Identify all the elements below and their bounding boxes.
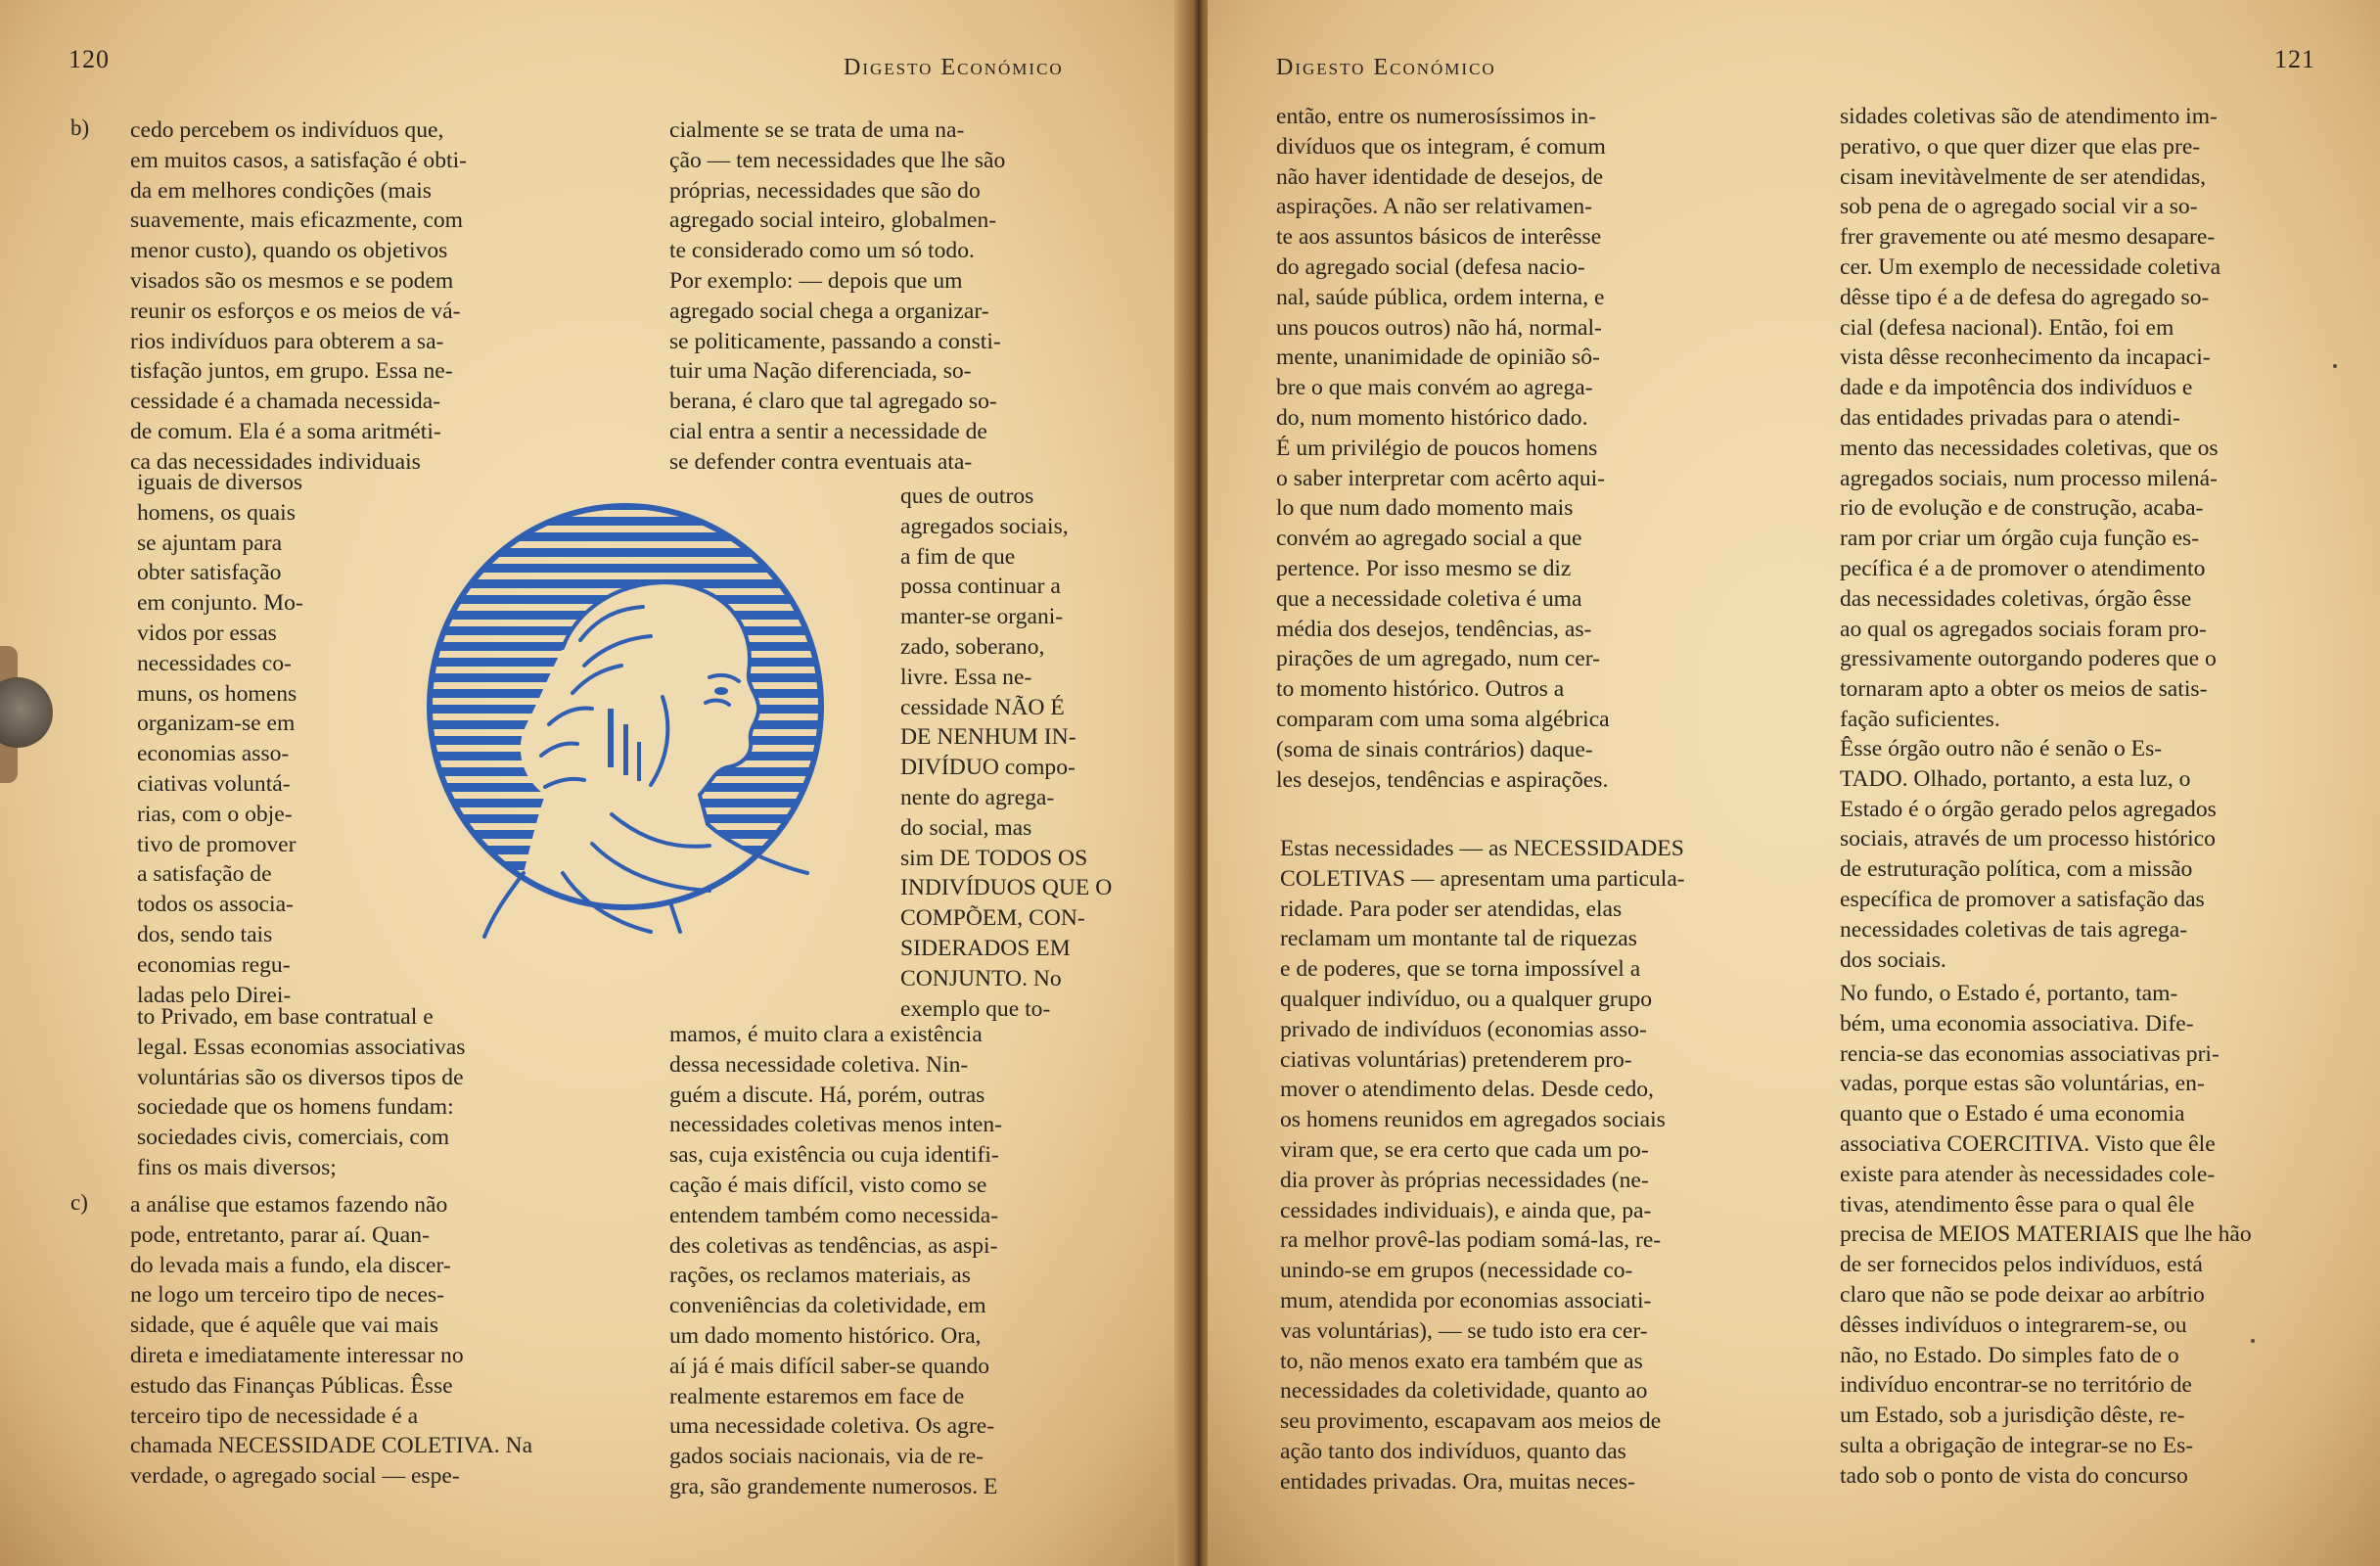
text-line: CONJUNTO. No	[900, 965, 1062, 991]
text-line: agregado social chega a organizar-	[669, 298, 989, 324]
text-line: mente, unanimidade de opinião sô-	[1276, 345, 1600, 371]
text-line: pertence. Por isso mesmo se diz	[1276, 555, 1572, 581]
text-line: ridade. Para poder ser atendidas, elas	[1280, 896, 1623, 922]
right-col2-para-a	[1840, 102, 2220, 735]
text-line: berana, é claro que tal agregado so-	[669, 389, 997, 415]
text-line: vas voluntárias), — se tudo isto era cer-	[1280, 1317, 1648, 1344]
text-line: bém, uma economia associativa. Dife-	[1840, 1010, 2194, 1036]
text-line: pirações de um agregado, num cer-	[1276, 646, 1601, 672]
text-line: Estado é o órgão gerado pelos agregados	[1840, 796, 2217, 822]
text-line: mover o atendimento delas. Desde cedo,	[1280, 1077, 1654, 1103]
text-line: direta e imediatamente interessar no	[130, 1342, 464, 1368]
text-line: necessidades coletivas de tais agrega-	[1840, 916, 2188, 943]
text-line: o saber interpretar com acêrto aqui-	[1276, 465, 1606, 491]
text-line: e de poderes, que se torna impossível a	[1280, 956, 1641, 983]
text-line: claro que não se pode deixar ao arbítrio	[1840, 1281, 2205, 1308]
text-line: visados são os mesmos e se podem	[130, 267, 454, 294]
text-line: vadas, porque estas são voluntárias, en-	[1840, 1071, 2205, 1097]
text-line: sociedade que os homens fundam:	[137, 1094, 454, 1121]
text-line: ção — tem necessidades que lhe são	[669, 147, 1006, 173]
text-line: a análise que estamos fazendo não	[130, 1192, 448, 1218]
text-line: TADO. Olhado, portanto, a esta luz, o	[1840, 765, 2191, 792]
text-line: a fim de que	[900, 543, 1016, 570]
text-line: conveniências da coletividade, em	[669, 1293, 986, 1319]
text-line: DIVÍDUO compo-	[900, 755, 1076, 781]
text-line: de comum. Ela é a soma aritméti-	[130, 418, 441, 444]
text-line: COLETIVAS — apresentam uma particula-	[1280, 865, 1685, 892]
left-col1-top	[130, 115, 467, 478]
text-line: bre o que mais convém ao agrega-	[1276, 375, 1593, 401]
text-line: nente do agrega-	[900, 784, 1055, 810]
text-line: cessidade NÃO É	[900, 694, 1065, 720]
text-line: SIDERADOS EM	[900, 935, 1071, 961]
right-page	[1208, 0, 2380, 1566]
portrait-engraving-icon	[416, 501, 835, 947]
text-line: seu provimento, escapavam aos meios de	[1280, 1408, 1662, 1435]
text-line: economias asso-	[137, 741, 290, 767]
text-line: que a necessidade coletiva é uma	[1276, 585, 1582, 612]
text-line: não haver identidade de desejos, de	[1276, 163, 1604, 190]
text-line: rios indivíduos para obterem a sa-	[130, 328, 444, 354]
text-line: menor custo), quando os objetivos	[130, 238, 448, 264]
text-line: ao qual os agregados sociais foram pro-	[1840, 616, 2207, 642]
text-line: voluntárias são os diversos tipos de	[137, 1064, 464, 1090]
text-line: mum, atendida por economias associati-	[1280, 1287, 1652, 1313]
text-line: lo que num dado momento mais	[1276, 495, 1574, 522]
text-line: próprias, necessidades que são do	[669, 177, 981, 204]
text-line: entidades privadas. Ora, muitas neces-	[1280, 1468, 1635, 1495]
text-line: do levada mais a fundo, ela discer-	[130, 1252, 451, 1278]
text-line: de estruturação política, com a missão	[1840, 856, 2193, 883]
text-line: tivo de promover	[137, 831, 297, 857]
text-line: terceiro tipo de necessidade é a	[130, 1403, 419, 1429]
left-col2-bottom	[669, 1020, 1002, 1502]
text-line: to momento histórico. Outros a	[1276, 676, 1565, 703]
text-line: necessidades da coletividade, quanto ao	[1280, 1378, 1648, 1405]
running-header: Digesto Económico	[1276, 55, 1496, 80]
text-line: cessidade é a chamada necessida-	[130, 389, 441, 415]
text-line: reclamam um montante tal de riquezas	[1280, 926, 1637, 952]
text-line: de ser fornecidos pelos indivíduos, está	[1840, 1252, 2203, 1278]
text-line: livre. Essa ne-	[900, 664, 1032, 690]
text-line: gra, são grandemente numerosos. E	[669, 1473, 998, 1499]
text-line: da em melhores condições (mais	[130, 177, 432, 204]
left-col2-narrow	[900, 482, 1112, 1024]
text-line: realmente estaremos em face de	[669, 1383, 965, 1409]
text-line: ação tanto dos indivíduos, quanto das	[1280, 1438, 1626, 1464]
text-line: dêsse tipo é a de defesa do agregado so-	[1840, 284, 2210, 310]
text-line: No fundo, o Estado é, portanto, tam-	[1840, 981, 2178, 1006]
text-line: convém ao agregado social a que	[1276, 526, 1582, 552]
text-line: les desejos, tendências e aspirações.	[1276, 766, 1609, 793]
text-line: sob pena de o agregado social vir a so-	[1840, 194, 2198, 220]
right-col2-para-c	[1840, 979, 2252, 1492]
text-line: qualquer indivíduo, ou a qualquer grupo	[1280, 986, 1653, 1012]
text-line: sociedades civis, comerciais, com	[137, 1125, 450, 1151]
text-line: uma necessidade coletiva. Os agre-	[669, 1413, 995, 1440]
text-line: É um privilégio de poucos homens	[1276, 435, 1598, 461]
text-line: estudo das Finanças Públicas. Êsse	[130, 1372, 453, 1399]
text-line: fação suficientes.	[1840, 706, 2000, 732]
item-label-b: b)	[70, 115, 90, 140]
text-line: quanto que o Estado é uma economia	[1840, 1101, 2185, 1128]
text-line: pecífica é a de promover o atendimento	[1840, 555, 2206, 581]
text-line: existe para atender às necessidades cole-	[1840, 1161, 2216, 1187]
text-line: não, no Estado. Do simples fato de o	[1840, 1342, 2179, 1368]
right-col1-top	[1276, 102, 1610, 795]
text-line: se ajuntam para	[137, 530, 283, 556]
text-line: comparam com uma soma algébrica	[1276, 706, 1610, 732]
text-line: te aos assuntos básicos de interêsse	[1276, 224, 1602, 251]
right-col1-bottom	[1280, 834, 1685, 1497]
text-line: vista dêsse reconhecimento da incapaci-	[1840, 345, 2211, 371]
text-line: em muitos casos, a satisfação é obti-	[130, 147, 467, 173]
text-line: INDIVÍDUOS QUE O	[900, 875, 1113, 901]
text-line: mento das necessidades coletivas, que os	[1840, 435, 2219, 461]
text-line: perativo, o que quer dizer que elas pre-	[1840, 133, 2201, 160]
text-line: divíduos que os integram, é comum	[1276, 133, 1606, 160]
left-col2-top	[669, 115, 1005, 478]
text-line: do social, mas	[900, 814, 1032, 841]
text-line: cisam inevitàvelmente de ser atendidas,	[1840, 163, 2207, 190]
text-line: agregados sociais,	[900, 513, 1069, 539]
text-line: rias, com o obje-	[137, 801, 293, 827]
text-line: COMPÕEM, CON-	[900, 905, 1085, 932]
text-line: dêsses indivíduos o integrarem-se, ou	[1840, 1312, 2187, 1338]
text-line: agregados sociais, num processo milená-	[1840, 465, 2218, 491]
text-line: unindo-se em grupos (necessidade co-	[1280, 1258, 1633, 1284]
text-line: rencia-se das economias associativas pri-	[1840, 1040, 2220, 1067]
text-line: privado de indivíduos (economias asso-	[1280, 1016, 1647, 1042]
text-line: iguais de diversos	[137, 470, 303, 495]
text-line: necessidades coletivas menos inten-	[669, 1112, 1003, 1138]
text-line: ram por criar um órgão cuja função es-	[1840, 526, 2200, 552]
text-line: um Estado, sob a jurisdição dêste, re-	[1840, 1403, 2185, 1429]
text-line: to Privado, em base contratual e	[137, 1004, 434, 1030]
text-line: ciativas voluntá-	[137, 770, 291, 797]
text-line: homens, os quais	[137, 499, 296, 526]
text-line: a satisfação de	[137, 861, 272, 888]
text-line: cialmente se se trata de uma na-	[669, 117, 965, 143]
text-line: Êsse órgão outro não é senão o Es-	[1840, 736, 2163, 761]
item-label-c: c)	[70, 1190, 88, 1215]
text-line: cial entra a sentir a necessidade de	[669, 418, 987, 444]
text-line: frer gravemente ou até mesmo desapare-	[1840, 224, 2216, 251]
text-line: das entidades privadas para o atendi-	[1840, 404, 2180, 431]
text-line: média dos desejos, tendências, as-	[1276, 616, 1592, 642]
text-line: sim DE TODOS OS	[900, 845, 1088, 871]
speck	[2251, 1339, 2255, 1343]
text-line: entendem também como necessida-	[669, 1202, 999, 1228]
text-line: ciativas voluntárias) pretenderem pro-	[1280, 1046, 1632, 1073]
running-header: Digesto Económico	[844, 55, 1064, 80]
text-line: ra melhor provê-las podiam somá-las, re-	[1280, 1227, 1662, 1254]
text-line: sulta a obrigação de integrar-se no Es-	[1840, 1432, 2194, 1458]
text-line: dos, sendo tais	[137, 921, 273, 947]
text-line: um dado momento histórico. Ora,	[669, 1322, 982, 1349]
text-line: Estas necessidades — as NECESSIDADES	[1280, 836, 1684, 861]
text-line: Por exemplo: — depois que um	[669, 267, 963, 294]
text-line: das necessidades coletivas, órgão êsse	[1840, 585, 2192, 612]
text-line: rações, os reclamos materiais, as	[669, 1263, 971, 1289]
text-line: se defender contra eventuais ata-	[669, 448, 973, 475]
text-line: tornaram apto a obter os meios de satis-	[1840, 676, 2208, 703]
text-line: zado, soberano,	[900, 633, 1045, 660]
text-line: em conjunto. Mo-	[137, 590, 303, 617]
text-line: legal. Essas economias associativas	[137, 1034, 466, 1060]
text-line: associativa COERCITIVA. Visto que êle	[1840, 1130, 2216, 1157]
text-line: dos sociais.	[1840, 946, 1946, 973]
page-number: 120	[69, 45, 110, 73]
text-line: viram que, se era certo que cada um po-	[1280, 1136, 1649, 1163]
text-line: sociais, através de um processo histórico	[1840, 826, 2216, 852]
text-line: tivas, atendimento êsse para o qual êle	[1840, 1191, 2195, 1218]
text-line: se politicamente, passando a consti-	[669, 328, 1001, 354]
text-line: obter satisfação	[137, 560, 282, 586]
text-line: agregado social inteiro, globalmen-	[669, 207, 997, 234]
left-col1-item-c	[130, 1190, 532, 1492]
text-line: DE NENHUM IN-	[900, 724, 1076, 751]
text-line: cedo percebem os indivíduos que,	[130, 117, 444, 143]
text-line: te considerado como um só todo.	[669, 238, 975, 264]
text-line: des coletivas as tendências, as aspi-	[669, 1232, 998, 1259]
text-line: verdade, o agregado social — espe-	[130, 1463, 460, 1490]
text-line: cer. Um exemplo de necessidade coletiva	[1840, 253, 2221, 280]
text-line: dia prover às próprias necessidades (ne-	[1280, 1167, 1649, 1193]
text-line: cação é mais difícil, visto como se	[669, 1172, 987, 1198]
text-line: to, não menos exato era também que as	[1280, 1348, 1643, 1374]
text-line: do, num momento histórico dado.	[1276, 404, 1588, 431]
text-line: aspirações. A não ser relativamen-	[1276, 194, 1592, 220]
text-line: precisa de MEIOS MATERIAIS que lhe hão	[1840, 1221, 2252, 1248]
text-line: tado sob o ponto de vista do concurso	[1840, 1462, 2188, 1489]
speck	[2333, 364, 2337, 368]
text-line: necessidades co-	[137, 650, 292, 676]
text-line: ne logo um terceiro tipo de neces-	[130, 1282, 445, 1309]
text-line: fins os mais diversos;	[137, 1154, 337, 1180]
text-line: cial (defesa nacional). Então, foi em	[1840, 314, 2174, 341]
text-line: sidades coletivas são de atendimento im-	[1840, 104, 2218, 129]
text-line: ques de outros	[900, 484, 1034, 509]
text-line: todos os associa-	[137, 892, 294, 918]
text-line: muns, os homens	[137, 680, 298, 707]
binding-hole	[0, 677, 53, 748]
text-line: aí já é mais difícil saber-se quando	[669, 1353, 990, 1379]
text-line: manter-se organi-	[900, 604, 1064, 630]
text-line: específica de promover a satisfação das	[1840, 886, 2205, 912]
text-line: mamos, é muito clara a existência	[669, 1022, 983, 1047]
text-line: pode, entretanto, parar aí. Quan-	[130, 1221, 430, 1248]
text-line: os homens reunidos em agregados sociais	[1280, 1107, 1666, 1133]
text-line: vidos por essas	[137, 620, 277, 646]
text-line: (soma de sinais contrários) daque-	[1276, 736, 1593, 762]
left-col1-narrow	[137, 468, 303, 1010]
text-line: sidade, que é aquêle que vai mais	[130, 1313, 439, 1339]
text-line: uns poucos outros) não há, normal-	[1276, 314, 1602, 341]
text-line: do agregado social (defesa nacio-	[1276, 253, 1585, 280]
text-line: tisfação juntos, em grupo. Essa ne-	[130, 358, 453, 385]
text-line: suavemente, mais eficazmente, com	[130, 207, 463, 234]
text-line: guém a discute. Há, porém, outras	[669, 1082, 985, 1108]
text-line: gados sociais nacionais, via de re-	[669, 1444, 984, 1470]
text-line: dade e da impotência dos indivíduos e	[1840, 375, 2193, 401]
text-line: nal, saúde pública, ordem interna, e	[1276, 284, 1605, 310]
text-line: chamada NECESSIDADE COLETIVA. Na	[130, 1433, 533, 1459]
text-line: reunir os esforços e os meios de vá-	[130, 298, 461, 324]
left-col1-bottom	[137, 1002, 465, 1183]
text-line: rio de evolução e de construção, acaba-	[1840, 495, 2204, 522]
text-line: exemplo que to-	[900, 995, 1051, 1022]
text-line: gressivamente outorgando poderes que o	[1840, 646, 2217, 672]
text-line: possa continuar a	[900, 574, 1061, 600]
text-line: ladas pelo Direi-	[137, 982, 292, 1008]
right-col2-para-b	[1840, 734, 2217, 975]
text-line: organizam-se em	[137, 711, 296, 737]
text-line: sas, cuja existência ou cuja identifi-	[669, 1142, 999, 1169]
text-line: ca das necessidades individuais	[130, 448, 421, 475]
text-line: tuir uma Nação diferenciada, so-	[669, 358, 972, 385]
text-line: cessidades individuais), e ainda que, pa-	[1280, 1197, 1652, 1223]
page-number: 121	[2274, 45, 2315, 73]
text-line: então, entre os numerosíssimos in-	[1276, 104, 1596, 129]
text-line: indivíduo encontrar-se no território de	[1840, 1372, 2192, 1399]
text-line: economias regu-	[137, 951, 291, 978]
text-line: dessa necessidade coletiva. Nin-	[669, 1051, 969, 1078]
